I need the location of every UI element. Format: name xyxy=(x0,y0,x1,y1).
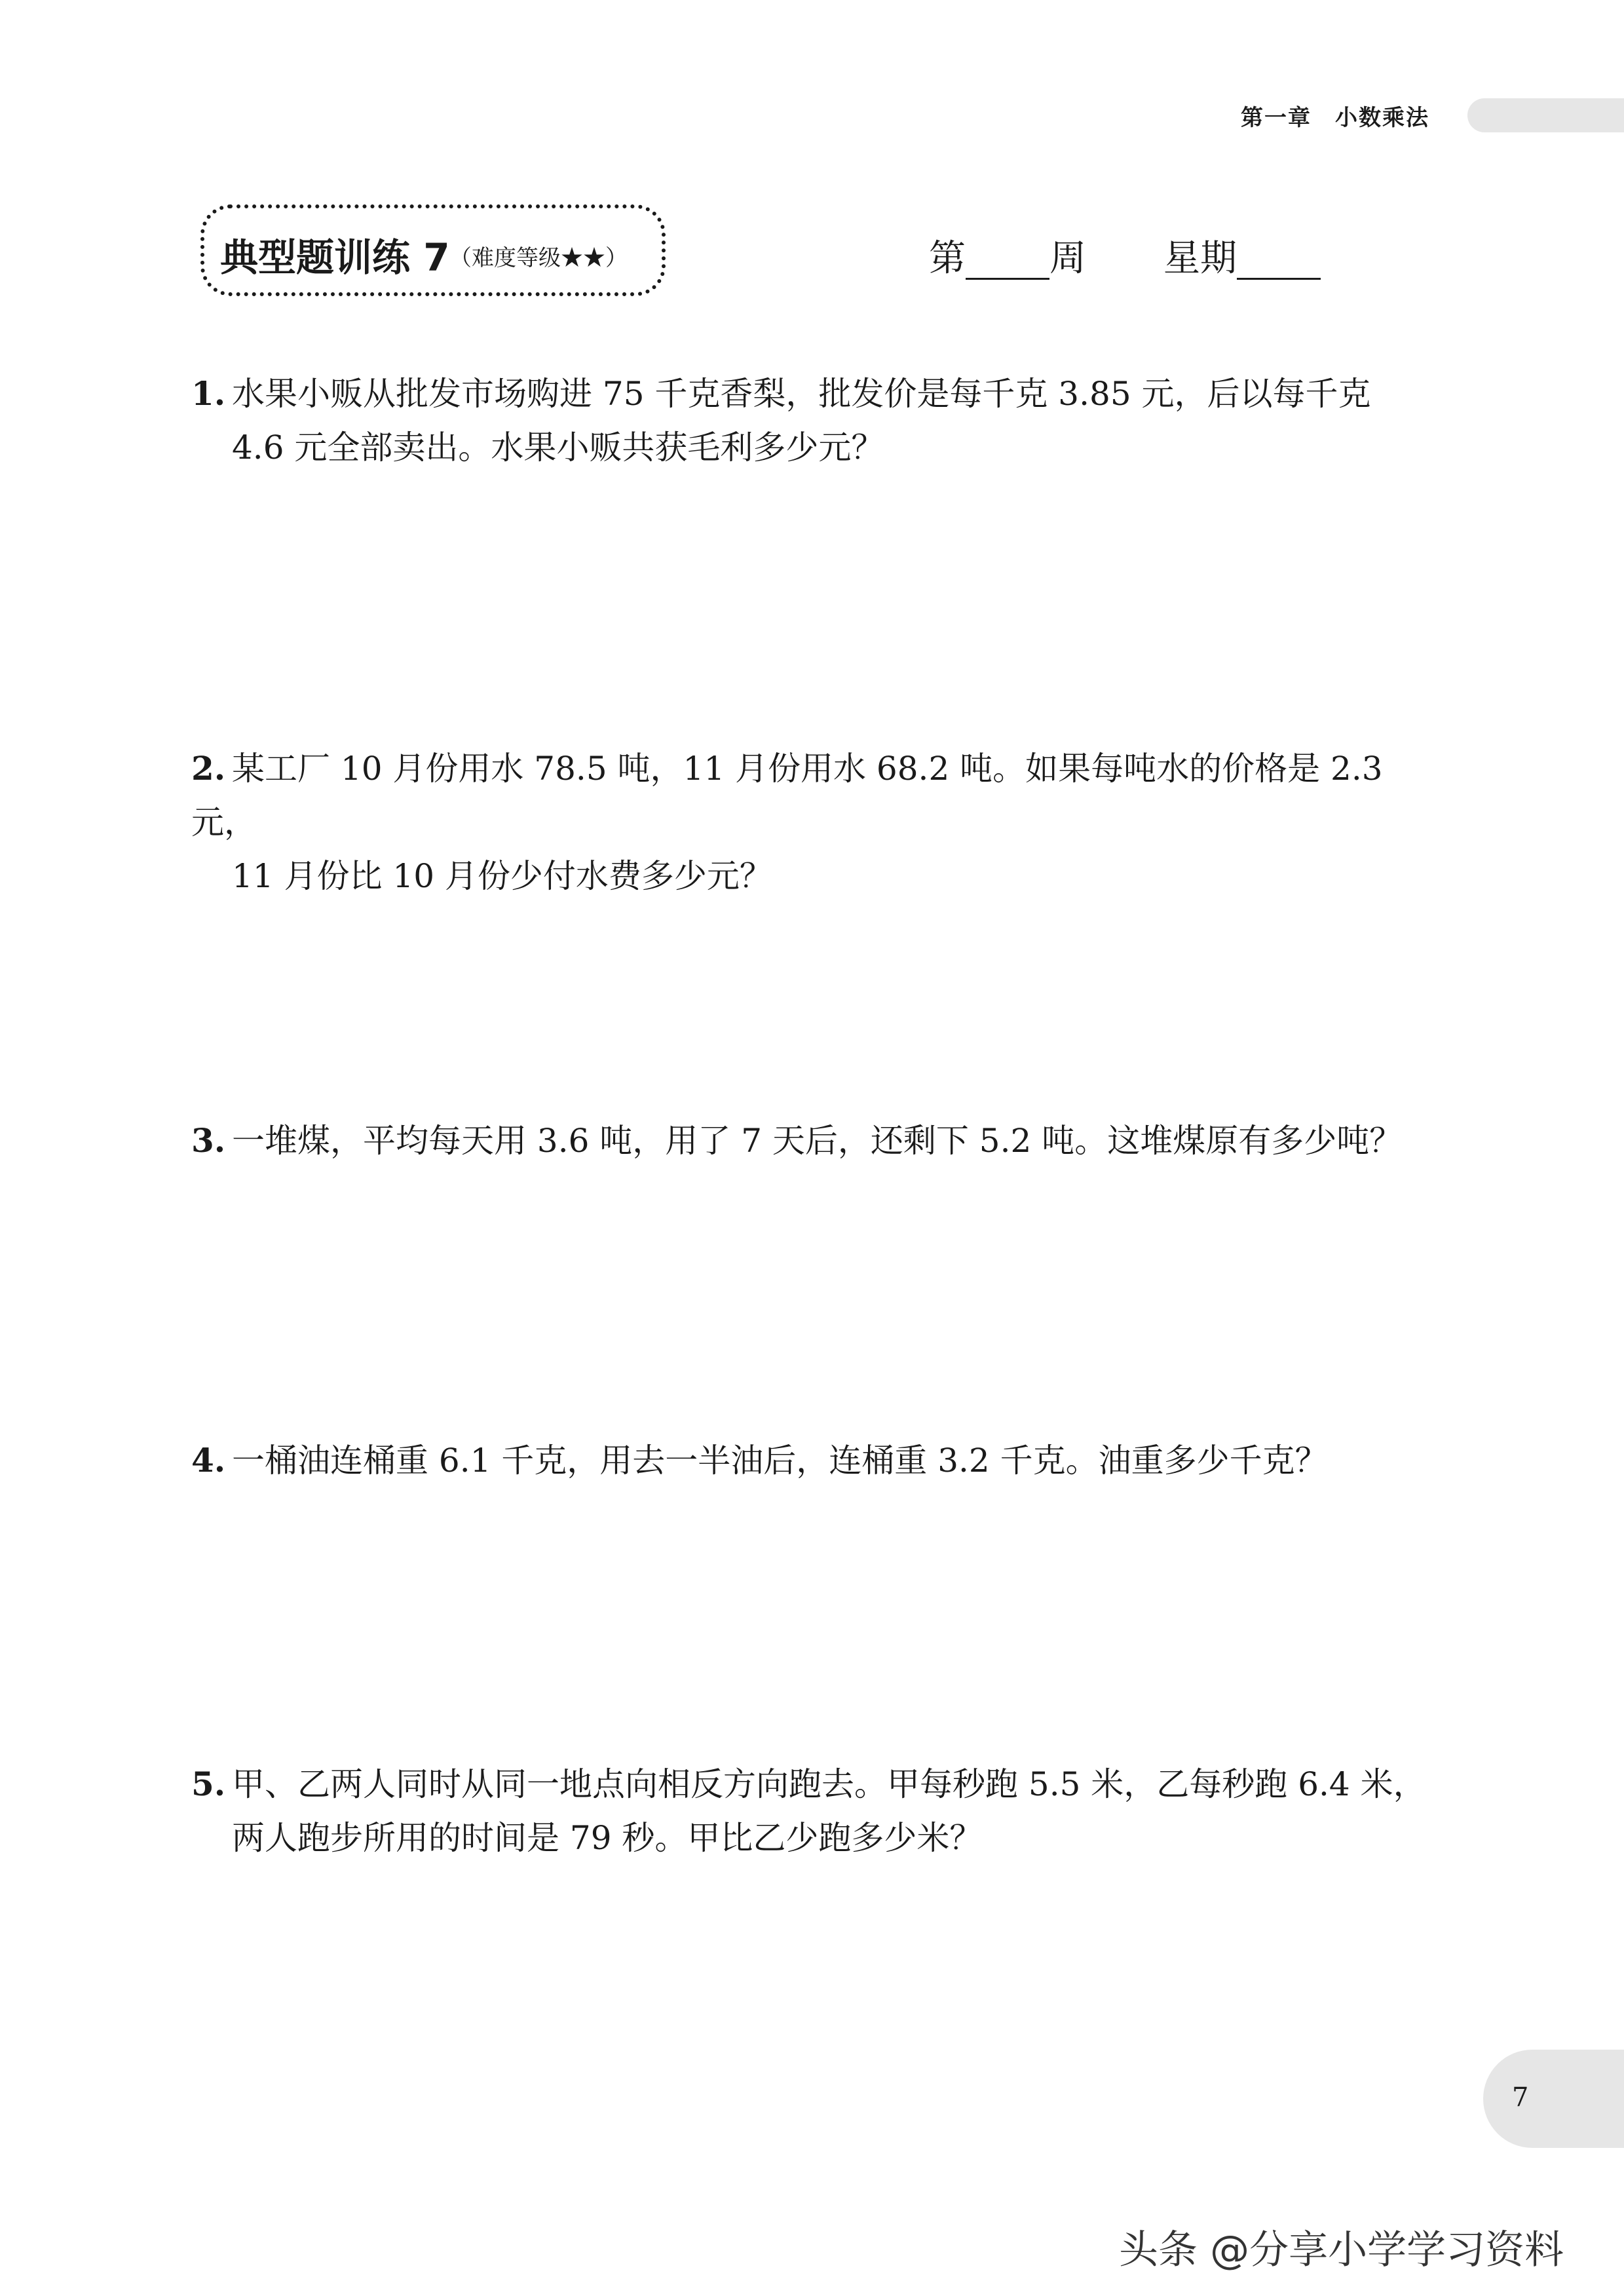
question-text-continued: 4.6 元全部卖出。水果小贩共获毛利多少元？ xyxy=(232,429,884,467)
day-label: 星期 xyxy=(1163,237,1237,280)
question-2 xyxy=(191,742,1436,903)
exercise-title: 典型题训练 7 xyxy=(220,235,450,280)
question-4 xyxy=(191,1434,1436,1487)
page-number: 7 xyxy=(1512,2082,1529,2113)
question-number: 1. xyxy=(191,374,226,413)
difficulty-label: （难度等级★★） xyxy=(449,245,628,271)
question-3 xyxy=(191,1114,1436,1168)
question-text-continued: 两人跑步所用的时间是 79 秒。甲比乙少跑多少米？ xyxy=(232,1819,983,1857)
week-suffix: 周 xyxy=(1049,237,1086,280)
question-1 xyxy=(191,367,1436,474)
watermark: 头条 @分享小学学习资料 xyxy=(1119,2227,1564,2273)
question-text: 一桶油连桶重 6.1 千克，用去一半油后，连桶重 3.2 千克。油重多少千克？ xyxy=(232,1442,1328,1480)
question-text: 一堆煤，平均每天用 3.6 吨，用了 7 天后，还剩下 5.2 吨。这堆煤原有多少吨？ xyxy=(232,1122,1403,1160)
question-text: 某工厂 10 月份用水 78.5 吨，11 月份用水 68.2 吨。如果每吨水的价格是 2.3 元， xyxy=(191,750,1383,841)
question-text: 甲、乙两人同时从同一地点向相反方向跑去。甲每秒跑 5.5 米，乙每秒跑 6.4 米， xyxy=(232,1765,1426,1803)
question-number: 5. xyxy=(191,1765,226,1803)
question-text: 水果小贩从批发市场购进 75 千克香梨，批发价是每千克 3.85 元，后以每千克 xyxy=(232,375,1371,413)
schedule-line xyxy=(929,229,1321,282)
question-number: 3. xyxy=(191,1121,226,1160)
chapter-title: 第一章 小数乘法 xyxy=(1241,105,1429,131)
week-blank[interactable] xyxy=(966,239,1049,280)
question-5 xyxy=(191,1757,1436,1865)
page-number-tab xyxy=(1483,2050,1624,2148)
question-text-continued: 11 月份比 10 月份少付水费多少元？ xyxy=(232,857,772,895)
question-number: 4. xyxy=(191,1441,226,1480)
day-blank[interactable] xyxy=(1237,239,1321,280)
chapter-tab-decoration xyxy=(1467,98,1624,132)
question-number: 2. xyxy=(191,749,226,788)
week-prefix: 第 xyxy=(929,237,966,280)
